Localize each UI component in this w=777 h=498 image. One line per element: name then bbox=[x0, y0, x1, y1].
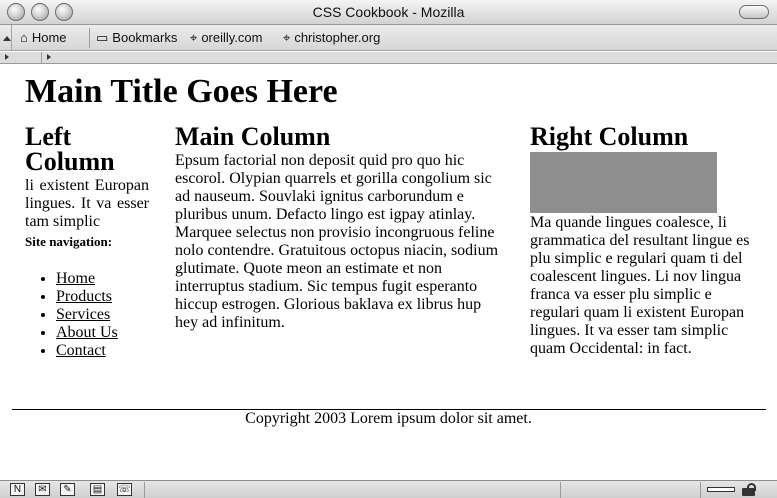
mail-icon[interactable]: ✉ bbox=[35, 483, 50, 496]
page-footer: Copyright 2003 Lorem ipsum dolor sit amet. bbox=[245, 410, 532, 427]
image-placeholder bbox=[530, 152, 717, 213]
main-column bbox=[175, 124, 503, 332]
nav-item-about-us bbox=[56, 324, 149, 342]
nav-item-contact bbox=[56, 342, 149, 360]
status-divider bbox=[144, 482, 145, 498]
nav-item-home bbox=[56, 270, 149, 288]
composer-icon[interactable]: ✎ bbox=[60, 483, 75, 496]
nav-link-about-us[interactable]: About Us bbox=[56, 324, 118, 341]
main-column-text: Epsum factorial non deposit quid pro quo hic escorol. Olypian quarrels et gorilla congolium sic ad nauseum. Souvlaki ignitus carborundum e pluribus unum. Defacto lingo est igpay atinlay. Marquee selectus non provisio incongruous feline nolo contendre. Gratuitous octopus niacin, sodium glutimate. Quote meon an estimate et non interruptus stadium. Sic tempus fugit esperanto hiccup estrogen. Glorious baklava ex librus hup hey ad infinitum. bbox=[175, 152, 499, 331]
collapsed-toolbars bbox=[0, 52, 777, 64]
status-bar bbox=[0, 480, 777, 498]
nav-item-products bbox=[56, 288, 149, 306]
irc-icon[interactable]: ☏ bbox=[118, 484, 131, 495]
bookmark-tag-icon: ⌖ bbox=[283, 29, 291, 45]
bookmark-tag-icon: ⌖ bbox=[190, 29, 198, 45]
nav-link-contact[interactable]: Contact bbox=[56, 342, 106, 359]
bookmark-folder[interactable]: ▭ Bookmarks bbox=[96, 29, 178, 45]
left-column-heading: Left Column bbox=[25, 122, 115, 176]
address-book-icon[interactable]: ▤ bbox=[90, 483, 105, 496]
lock-icon bbox=[742, 483, 756, 496]
site-navigation bbox=[56, 270, 149, 360]
bookmark-oreilly[interactable]: ⌖ oreilly.com bbox=[190, 29, 263, 45]
folder-icon: ▭ bbox=[96, 29, 109, 45]
main-column-heading: Main Column bbox=[175, 122, 331, 151]
left-column-text: li existent Europan lingues. It va esser tam simplic bbox=[25, 177, 149, 230]
toolbar-toggle-button[interactable] bbox=[739, 5, 769, 19]
nav-link-services[interactable]: Services bbox=[56, 306, 111, 323]
online-status-icon[interactable] bbox=[707, 487, 735, 492]
bookmark-home[interactable]: ⌂ Home bbox=[20, 29, 67, 45]
expand-toolbar-button[interactable] bbox=[0, 52, 42, 63]
nav-link-home[interactable]: Home bbox=[56, 270, 96, 287]
bookmark-christopher[interactable]: ⌖ christopher.org bbox=[283, 29, 381, 45]
right-column-text: Ma quande lingues coalesce, li grammatica del resultant lingue es plu simplic e regulari quam ti del coalescent lingues. Li nov lingua franca va esser plu simplic e regulari quam li existent Europan lingues. It va esser tam simplic quam Occidental: in fact. bbox=[530, 214, 750, 357]
right-column bbox=[530, 124, 752, 358]
collapse-toolbar-button[interactable] bbox=[0, 25, 12, 51]
nav-link-products[interactable]: Products bbox=[56, 288, 112, 305]
right-column-heading: Right Column bbox=[530, 122, 689, 151]
nav-item-services bbox=[56, 306, 149, 324]
house-icon: ⌂ bbox=[20, 29, 28, 45]
site-navigation-label: Site navigation: bbox=[25, 234, 113, 249]
page-title: Main Title Goes Here bbox=[25, 73, 338, 110]
status-divider bbox=[700, 482, 701, 498]
personal-toolbar bbox=[0, 25, 777, 51]
window-titlebar bbox=[0, 0, 777, 25]
left-column bbox=[25, 124, 149, 360]
status-divider bbox=[560, 482, 561, 498]
expand-toolbar-button[interactable] bbox=[43, 52, 777, 63]
window-title: CSS Cookbook - Mozilla bbox=[312, 4, 465, 20]
navigator-icon[interactable]: N bbox=[10, 483, 25, 496]
toolbar-separator bbox=[89, 28, 90, 48]
